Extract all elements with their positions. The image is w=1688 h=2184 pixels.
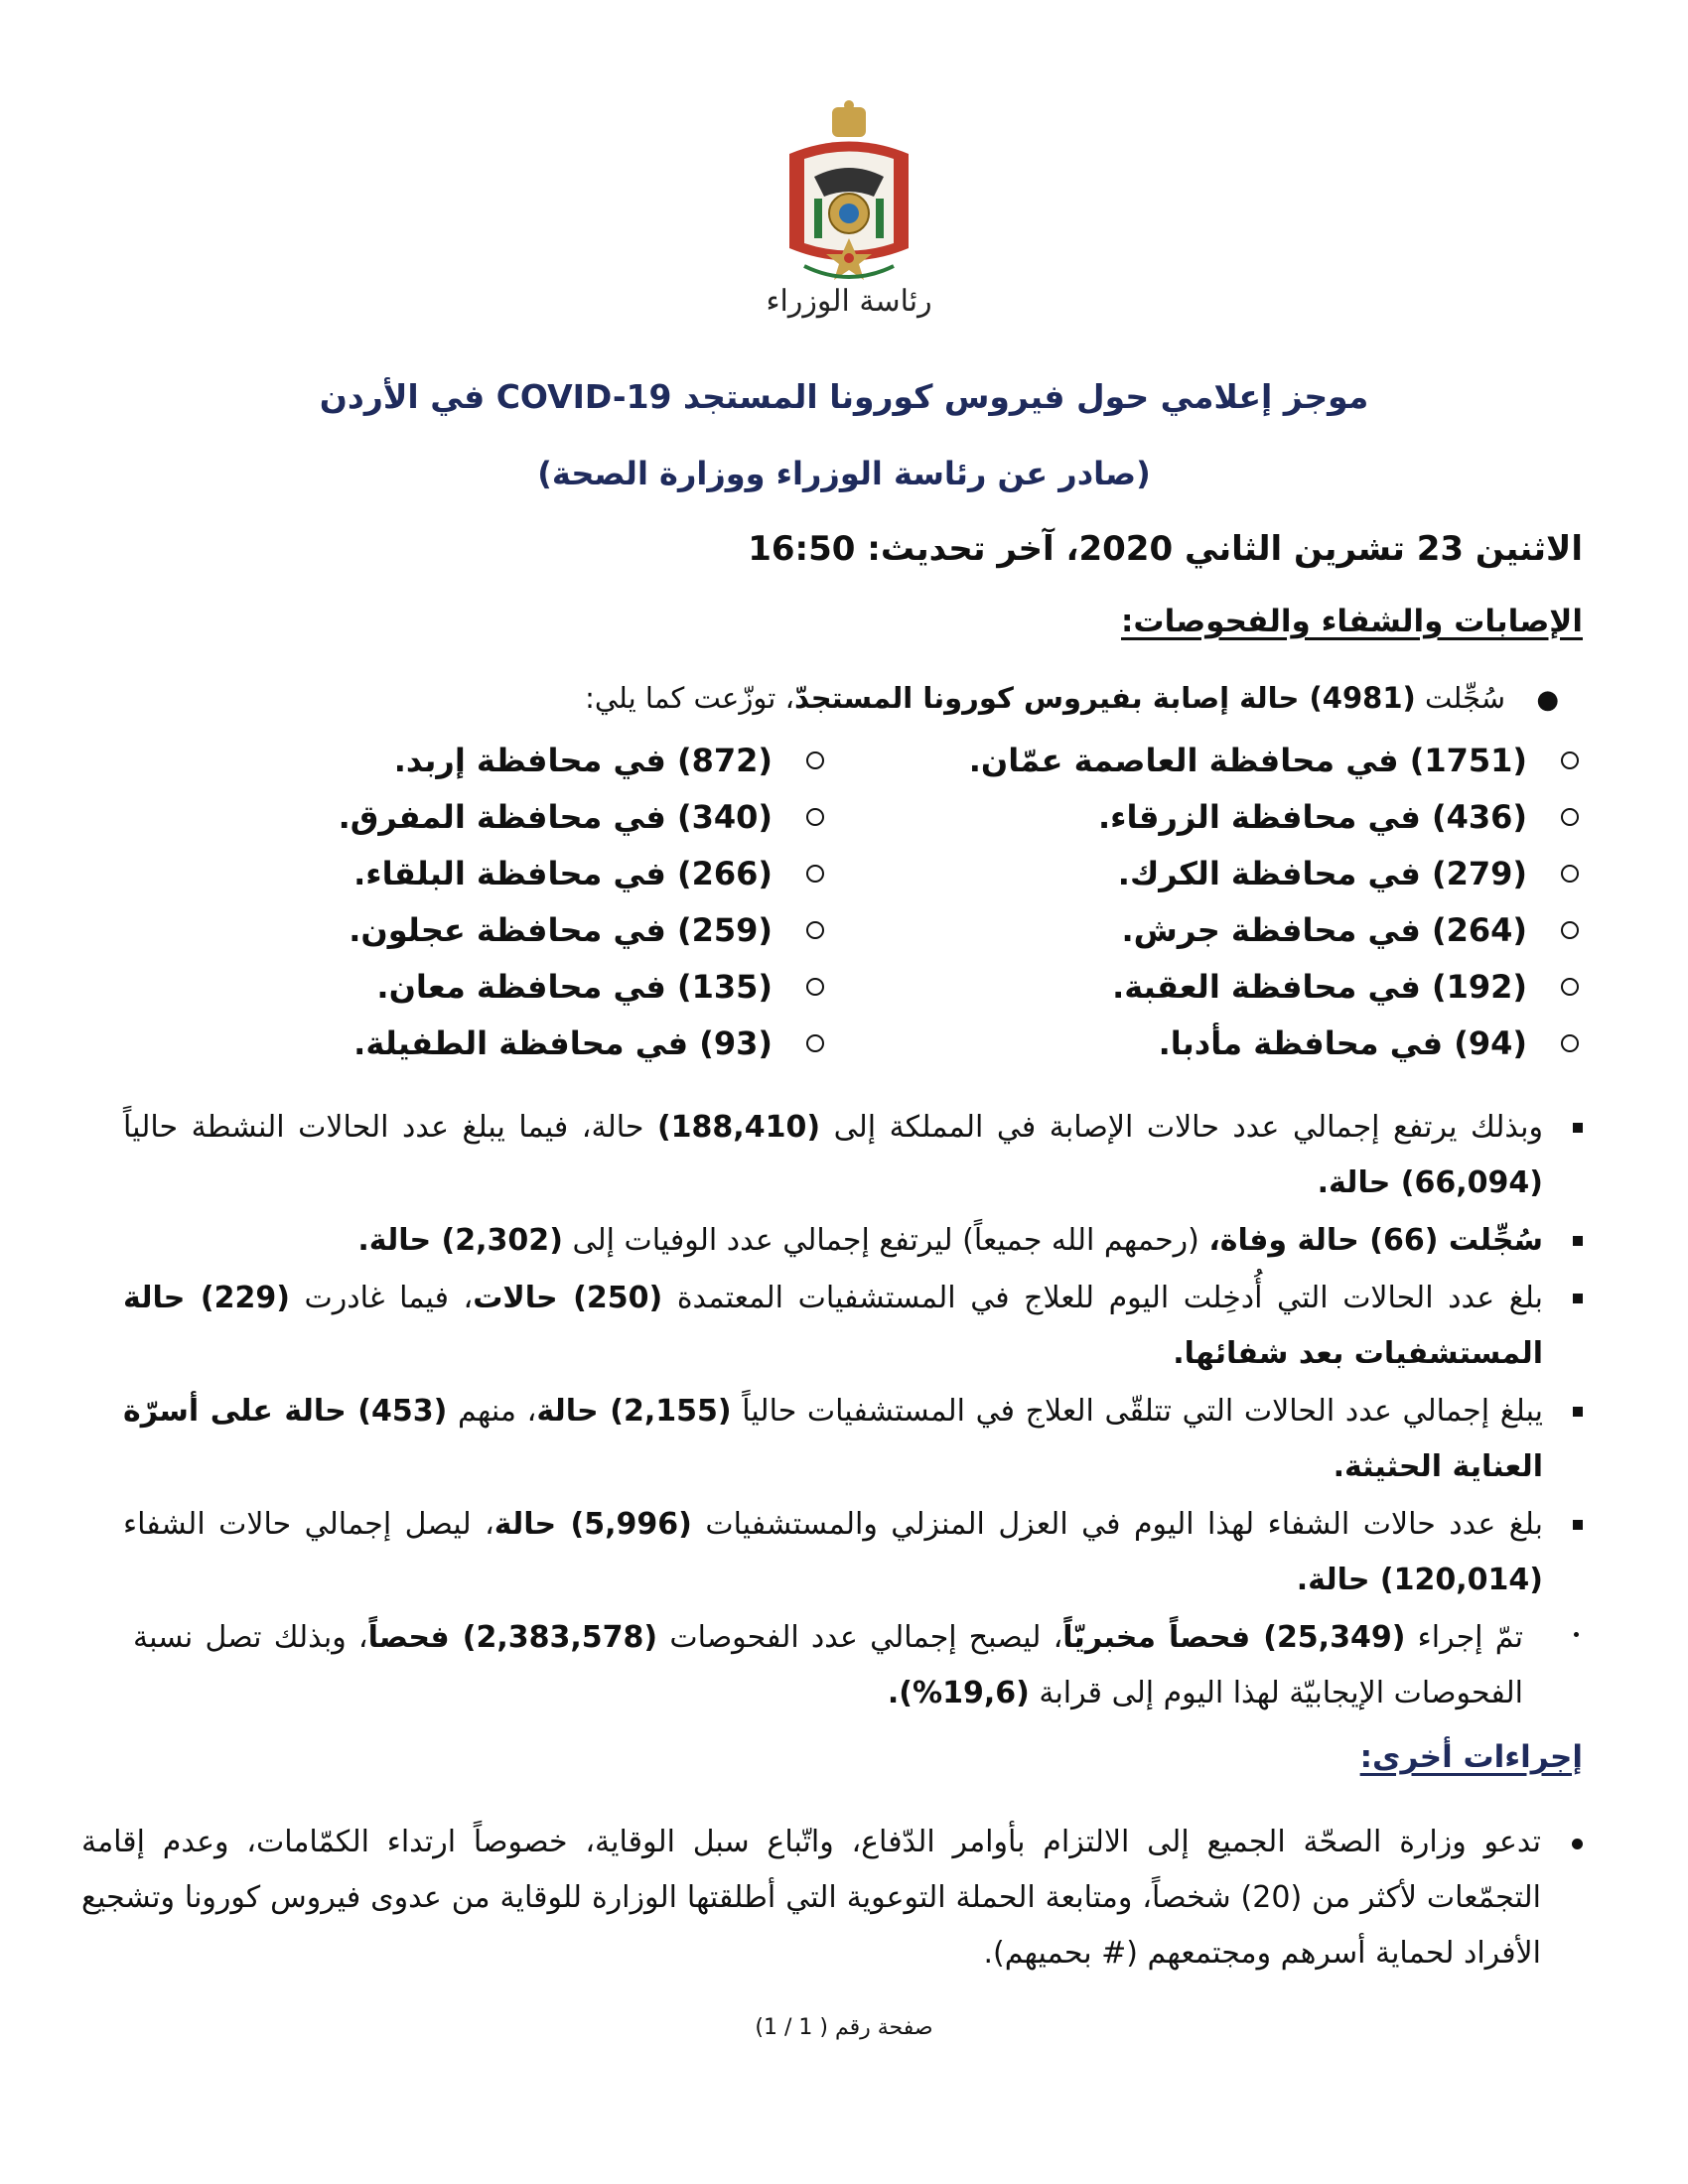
- circle-bullet-icon: [806, 1034, 824, 1052]
- circle-bullet-icon: [1561, 921, 1579, 939]
- text-run: حالة، فيما يبلغ عدد الحالات النشطة حالياً: [123, 1110, 657, 1145]
- text-run: ، وبذلك تصل نسبة الفحوصات الإيجابيّة لهذا اليوم إلى قرابة: [133, 1620, 1523, 1710]
- text-run: ، فيما غادرت: [289, 1281, 474, 1315]
- dot-bullet-icon: [1574, 1632, 1579, 1637]
- intro-suffix: ، توزّعت كما يلي:: [585, 681, 794, 715]
- governorate-item: [133, 793, 828, 840]
- other-measures-text: تدعو وزارة الصحّة الجميع إلى الالتزام بأوامر الدّفاع، واتّباع سبل الوقاية، خصوصاً ارتداء الكمّامات، وعدم إقامة التجمّعات لأكثر من (20) شخصاً، ومتابعة الحملة التوعوية التي أطلقتها الوزارة للوقاية من عدوى فيروس كورونا وتشجيع الأفراد لحماية أسرهم ومجتمعهم (# بحميهم).: [81, 1825, 1541, 1971]
- emblem-caption: رئاسة الوزراء: [766, 284, 932, 319]
- text-run: ، ليصبح إجمالي عدد الفحوصات: [657, 1620, 1063, 1655]
- governorate-item: [828, 850, 1583, 896]
- total-tests-value: (2,383,578) فحصاً: [367, 1620, 658, 1655]
- total-cases-value: (188,410): [656, 1110, 821, 1145]
- summary-bullets: [123, 1100, 1583, 1723]
- square-bullet-icon: [1573, 1123, 1583, 1133]
- circle-bullet-icon: [806, 978, 824, 996]
- text-run: ، ليصل إجمالي حالات الشفاء: [123, 1507, 494, 1542]
- total-recoveries-value: (120,014) حالة.: [1296, 1563, 1543, 1597]
- governorate-text: (340) في محافظة المفرق.: [338, 797, 773, 836]
- text-run: (رحمهم الله جميعاً) ليرتفع إجمالي عدد الوفيات إلى: [562, 1223, 1209, 1258]
- square-bullet-icon: [1573, 1236, 1583, 1246]
- circle-bullet-icon: [806, 921, 824, 939]
- recoveries-bullet: [123, 1497, 1583, 1608]
- hospitalized-value: (2,155) حالة: [536, 1394, 732, 1429]
- circle-bullet-icon: [806, 751, 824, 769]
- bullet-dot-icon: [1572, 1839, 1583, 1849]
- circle-bullet-icon: [1561, 865, 1579, 883]
- total-cases-bullet: [123, 1100, 1583, 1211]
- governorate-item: [133, 850, 828, 896]
- text-run: بلغ عدد حالات الشفاء لهذا اليوم في العزل المنزلي والمستشفيات: [691, 1507, 1543, 1542]
- cases-intro: [585, 681, 1559, 715]
- deaths-bullet: [123, 1213, 1583, 1269]
- governorate-text: (279) في محافظة الكرك.: [1117, 854, 1527, 892]
- intro-bold: (4981) حالة إصابة بفيروس كورونا المستجدّ: [793, 681, 1416, 715]
- discharges-value: (229) حالة المستشفيات بعد شفائها.: [123, 1281, 1543, 1371]
- tests-today-value: (25,349) فحصاً مخبريّاً: [1062, 1620, 1406, 1655]
- section-heading-other-measures: إجراءات أخرى:: [1359, 1739, 1583, 1775]
- text-run: بلغ عدد الحالات التي أُدخِلت اليوم للعلاج في المستشفيات المعتمدة: [662, 1281, 1544, 1315]
- governorate-text: (266) في محافظة البلقاء.: [353, 854, 773, 892]
- text-run: تمّ إجراء: [1405, 1620, 1524, 1655]
- circle-bullet-icon: [806, 865, 824, 883]
- governorate-text: (1751) في محافظة العاصمة عمّان.: [968, 741, 1527, 779]
- hospitalized-bullet: [123, 1384, 1583, 1495]
- square-bullet-icon: [1573, 1407, 1583, 1417]
- page-number: صفحة رقم ( 1 / 1): [755, 2015, 933, 2040]
- governorate-item: [828, 906, 1583, 953]
- governorate-text: (259) في محافظة عجلون.: [349, 910, 773, 949]
- text-run: ، منهم: [447, 1394, 537, 1429]
- active-cases-value: (66,094) حالة.: [1317, 1165, 1543, 1200]
- governorate-item: [133, 1020, 828, 1066]
- recoveries-today-value: (5,996) حالة: [493, 1507, 692, 1542]
- governorate-item: [828, 1020, 1583, 1066]
- tests-bullet: [133, 1610, 1583, 1721]
- governorate-text: (94) في محافظة مأدبا.: [1158, 1024, 1527, 1062]
- section-heading-cases: الإصابات والشفاء والفحوصات:: [1121, 604, 1583, 639]
- governorate-text: (192) في محافظة العقبة.: [1112, 967, 1527, 1006]
- document-title: موجز إعلامي حول فيروس كورونا المستجد COVID-19 في الأردن: [319, 377, 1369, 416]
- positivity-rate-value: (19,6%).: [887, 1676, 1030, 1710]
- governorate-text: (436) في محافظة الزرقاء.: [1097, 797, 1527, 836]
- circle-bullet-icon: [1561, 978, 1579, 996]
- governorate-text: (264) في محافظة جرش.: [1121, 910, 1527, 949]
- text-run: وبذلك يرتفع إجمالي عدد حالات الإصابة في المملكة إلى: [820, 1110, 1543, 1145]
- square-bullet-icon: [1573, 1294, 1583, 1303]
- circle-bullet-icon: [806, 808, 824, 826]
- governorate-item: [828, 737, 1583, 783]
- governorate-item: [828, 963, 1583, 1010]
- governorate-item: [133, 963, 828, 1010]
- other-measures-paragraph: [81, 1815, 1583, 1981]
- governorate-item: [133, 737, 828, 783]
- document-subtitle: (صادر عن رئاسة الوزراء ووزارة الصحة): [537, 455, 1151, 492]
- text-run: يبلغ إجمالي عدد الحالات التي تتلقّى العلاج في المستشفيات حالياً: [731, 1394, 1544, 1429]
- governorate-item: [828, 793, 1583, 840]
- circle-bullet-icon: [1561, 1034, 1579, 1052]
- deaths-today-value: سُجِّلت (66) حالة وفاة،: [1208, 1223, 1543, 1258]
- governorate-text: (872) في محافظة إربد.: [393, 741, 773, 779]
- admissions-value: (250) حالات: [473, 1281, 663, 1315]
- square-bullet-icon: [1573, 1520, 1583, 1530]
- governorate-text: (135) في محافظة معان.: [376, 967, 773, 1006]
- circle-bullet-icon: [1561, 751, 1579, 769]
- total-deaths-value: (2,302) حالة.: [357, 1223, 563, 1258]
- circle-bullet-icon: [1561, 808, 1579, 826]
- hospital-admissions-bullet: [123, 1271, 1583, 1382]
- intro-prefix: سُجِّلت: [1424, 681, 1506, 715]
- governorate-list: [133, 737, 1583, 1066]
- bullet-dot-icon: ●: [1536, 685, 1559, 715]
- icu-value: (453) حالة على أسرّة العناية الحثيثة.: [123, 1394, 1543, 1484]
- governorate-item: [133, 906, 828, 953]
- governorate-text: (93) في محافظة الطفيلة.: [353, 1024, 773, 1062]
- dateline: الاثنين 23 تشرين الثاني 2020، آخر تحديث: 16:50: [748, 529, 1583, 569]
